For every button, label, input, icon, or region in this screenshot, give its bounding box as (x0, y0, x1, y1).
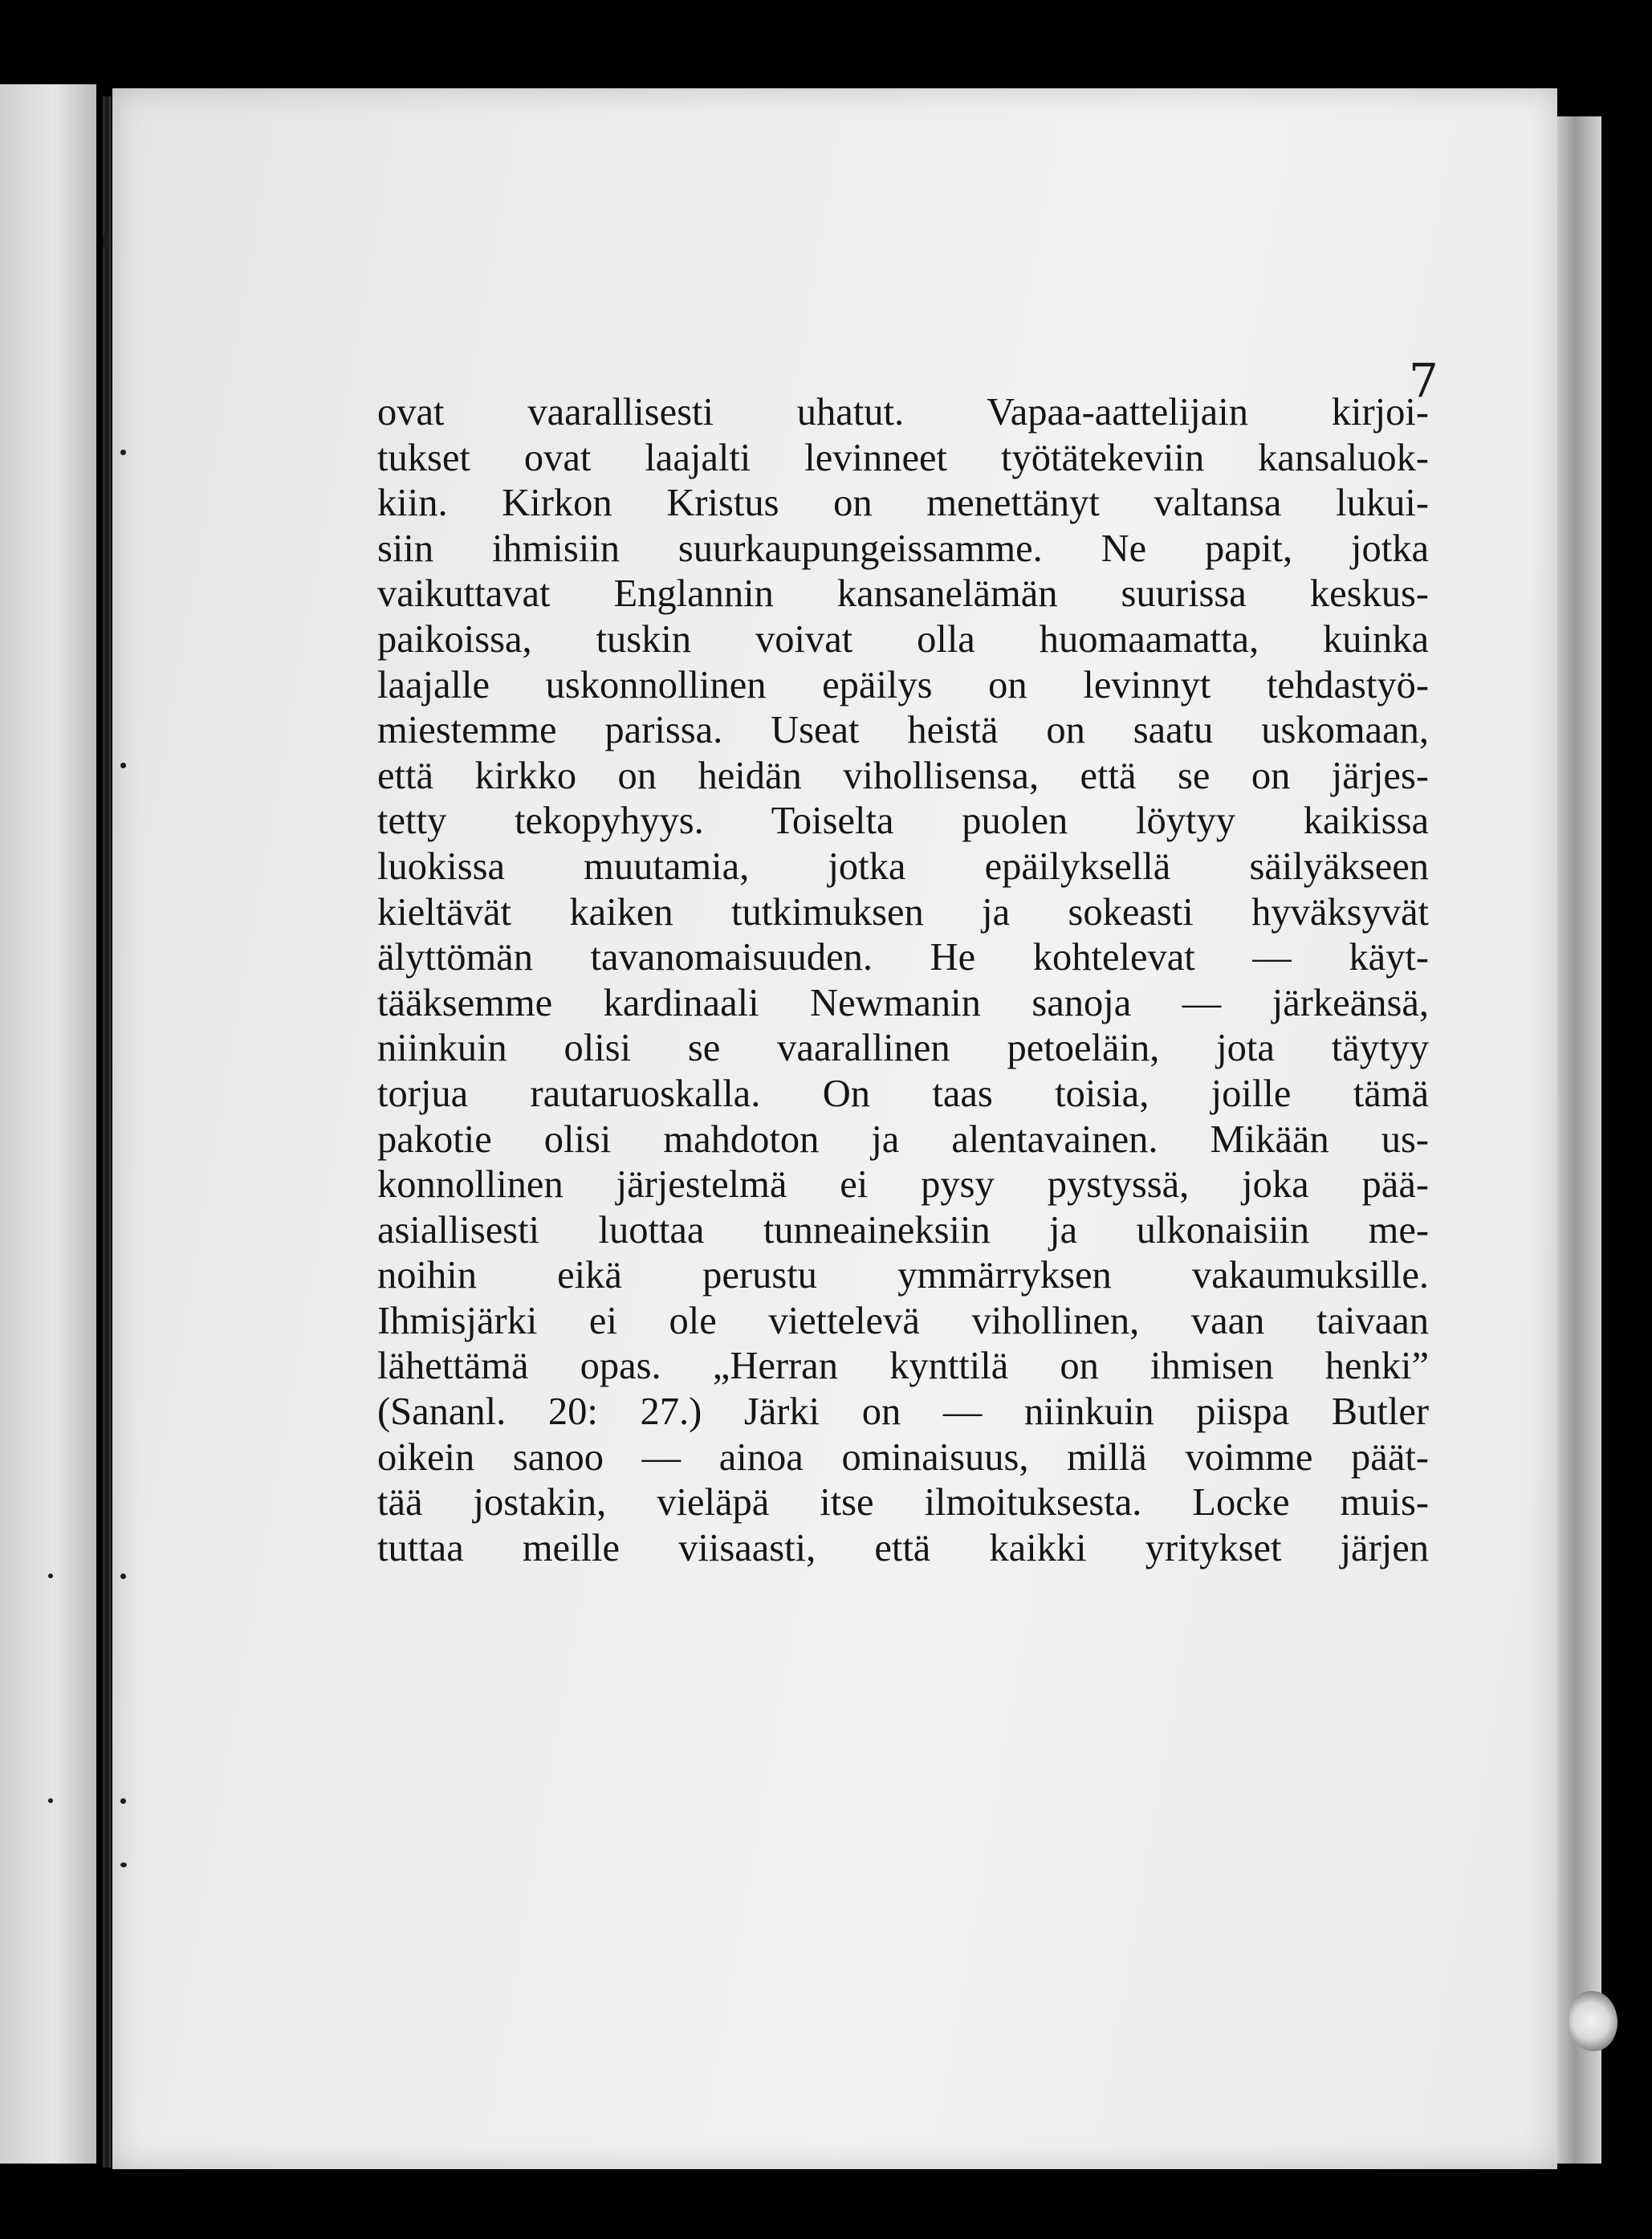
text-line: oikein sanoo — ainoa ominaisuus, millä voimme päät- (377, 1438, 1429, 1479)
text-line: torjua rautaruoskalla. On taas toisia, joille tämä (377, 1074, 1429, 1115)
text-line: ovat vaarallisesti uhatut. Vapaa-aattelijain kirjoi- (377, 393, 1429, 434)
text-line: että kirkko on heidän vihollisensa, että se on järjes- (377, 756, 1429, 797)
page-smudge (1569, 1991, 1617, 2051)
text-line: paikoissa, tuskin voivat olla huomaamatta, kuinka (377, 620, 1429, 661)
text-line: miestemme parissa. Useat heistä on saatu uskomaan, (377, 711, 1429, 752)
margin-speck (103, 233, 109, 250)
text-line: tuttaa meille viisaasti, että kaikki yritykset järjen (377, 1529, 1429, 1569)
margin-speck (120, 450, 126, 455)
text-line: asiallisesti luottaa tunneaineksiin ja ulkonaisiin me- (377, 1211, 1429, 1252)
text-line: älyttömän tavanomaisuuden. He kohtelevat — käyt- (377, 938, 1429, 979)
text-line: tääksemme kardinaali Newmanin sanoja — järkeänsä, (377, 983, 1429, 1024)
text-line: kiin. Kirkon Kristus on menettänyt valtansa lukui- (377, 484, 1429, 525)
page-stack-edge (1557, 116, 1601, 2164)
body-text (377, 393, 1429, 1574)
text-line: Ihmisjärki ei ole viettelevä vihollinen, vaan taivaan (377, 1301, 1429, 1342)
text-line: tää jostakin, vieläpä itse ilmoituksesta. Locke muis- (377, 1484, 1429, 1525)
text-line: (Sananl. 20: 27.) Järki on — niinkuin piispa Butler (377, 1393, 1429, 1434)
text-line: tetty tekopyhyys. Toiselta puolen löytyy kaikissa (377, 802, 1429, 843)
text-line: pakotie olisi mahdoton ja alentavainen. Mikään us- (377, 1120, 1429, 1161)
text-line: noihin eikä perustu ymmärryksen vakaumuksille. (377, 1256, 1429, 1297)
book-gutter (103, 96, 111, 2168)
margin-speck (120, 763, 126, 768)
text-line: tukset ovat laajalti levinneet työtätekeviin kansaluok- (377, 438, 1429, 479)
margin-speck (48, 1798, 53, 1803)
text-line: vaikuttavat Englannin kansanelämän suurissa keskus- (377, 575, 1429, 616)
text-line: kieltävät kaiken tutkimuksen ja sokeasti hyväksyvät (377, 893, 1429, 934)
text-line: luokissa muutamia, jotka epäilyksellä säilyäkseen (377, 847, 1429, 888)
margin-speck (120, 1798, 126, 1804)
margin-speck (120, 1573, 126, 1579)
margin-speck (48, 1573, 53, 1578)
facing-page-edge (0, 84, 96, 2164)
text-line: konnollinen järjestelmä ei pysy pystyssä, joka pää- (377, 1166, 1429, 1207)
text-line: laajalle uskonnollinen epäilys on levinnyt tehdastyö- (377, 666, 1429, 706)
page-number: 7 (1409, 353, 1438, 408)
text-line: siin ihmisiin suurkaupungeissamme. Ne papit, jotka (377, 529, 1429, 570)
margin-speck (120, 1862, 127, 1867)
text-line: lähettämä opas. „Herran kynttilä on ihmisen henki” (377, 1347, 1429, 1388)
text-line: niinkuin olisi se vaarallinen petoeläin, jota täytyy (377, 1029, 1429, 1070)
